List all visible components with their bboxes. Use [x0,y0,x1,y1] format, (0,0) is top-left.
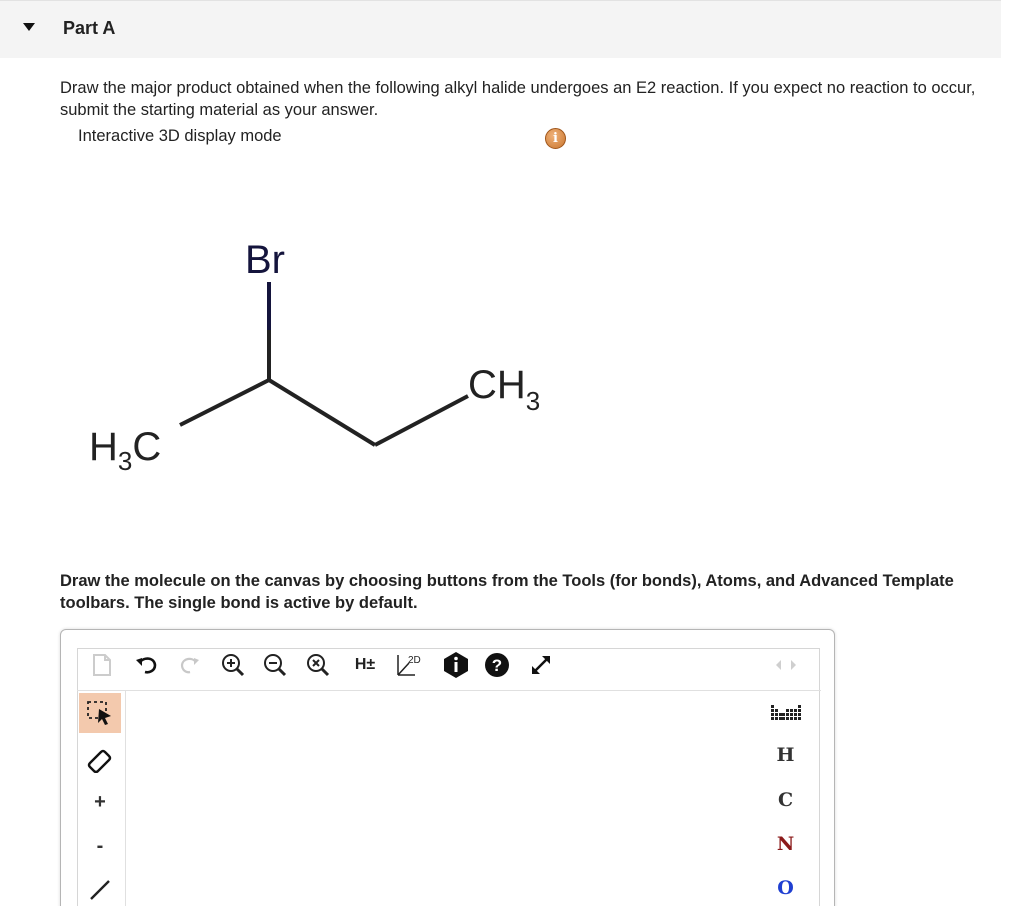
question-text: Draw the major product obtained when the following alkyl halide undergoes an E2 reaction. If you expect no reaction to occur, submit the starting material as your answer. [60,79,976,119]
clean-2d-label: 2D [408,655,421,666]
collapse-triangle-icon[interactable] [23,23,35,31]
atom-c-button[interactable]: C [777,789,794,811]
part-title: Part A [63,18,116,38]
fullscreen-icon[interactable] [527,652,555,678]
atom-n-button[interactable]: N [776,833,795,855]
positive-charge-button[interactable]: + [94,790,106,813]
canvas-grid [127,692,759,906]
bond-c1-c2 [180,380,269,425]
h3c-label: $H_3C$ [89,425,162,476]
atom-o-button[interactable]: O [777,877,794,899]
ch3-label: $CH_3$ [468,363,541,416]
new-document-icon[interactable] [89,652,115,678]
hydrogen-toggle-button[interactable]: H± [354,656,376,673]
molecule-info-icon[interactable] [442,652,470,678]
info-icon[interactable]: i [545,128,566,149]
toolbar-divider-horizontal [77,690,821,691]
negative-charge-button[interactable]: - [96,834,104,857]
clean-2d-button[interactable] [395,652,429,678]
bond-c2-c3 [269,380,375,445]
atom-h-button[interactable]: H [776,744,795,766]
part-header[interactable] [0,0,1001,58]
molecule-structure [70,220,590,480]
editor-instructions: Draw the molecule on the canvas by choosing buttons from the Tools (for bonds), Atoms, and Advanced Template toolbars. The single bond is active by default. [60,572,954,612]
help-label: ? [491,656,503,675]
zoom-reset-icon[interactable] [304,652,332,678]
molecule-editor [60,629,835,906]
single-bond-icon[interactable] [79,870,121,906]
toolbar-divider-vertical [125,690,126,906]
drawing-canvas[interactable] [127,692,759,906]
zoom-in-icon[interactable] [219,652,247,678]
eraser-icon[interactable] [79,740,121,780]
br-label: Br [245,238,285,282]
periodic-table-icon[interactable] [763,696,808,730]
zoom-out-icon[interactable] [261,652,289,678]
toolbar-scroll-arrows-icon[interactable] [769,652,803,678]
help-icon[interactable] [483,652,511,678]
redo-icon[interactable] [175,652,203,678]
select-tool-button[interactable] [79,693,121,733]
display-mode-link[interactable]: Interactive 3D display mode [78,127,282,145]
bond-c3-c4 [375,396,468,445]
undo-icon[interactable] [133,652,161,678]
